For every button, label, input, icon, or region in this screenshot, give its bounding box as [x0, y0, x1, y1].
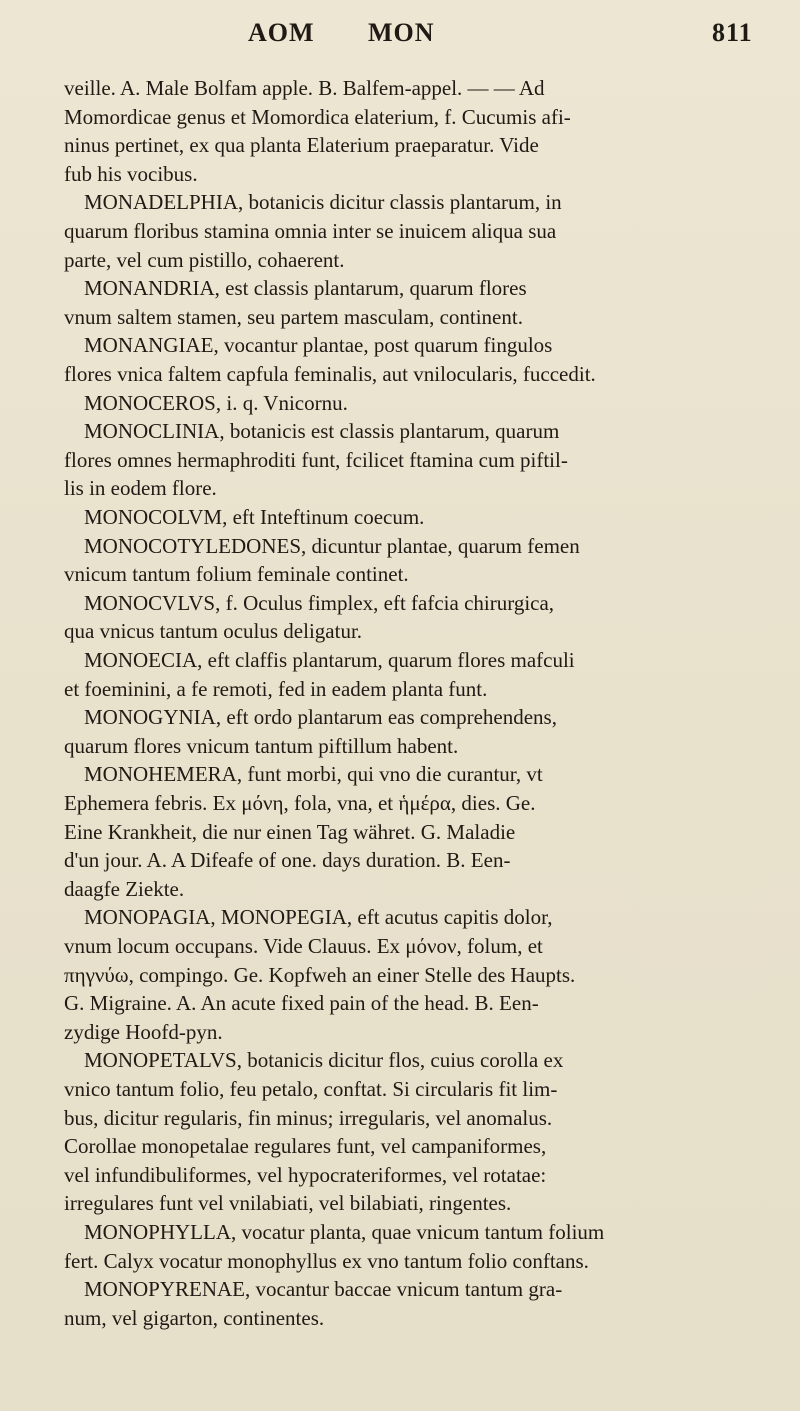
text-line: G. Migraine. A. An acute fixed pain of the head. B. Een- — [64, 991, 539, 1016]
blank-margin — [0, 1330, 800, 1411]
text-line: Ephemera febris. Ex μόνη, fola, vna, et ἡμέρα, dies. Ge. — [64, 791, 536, 815]
dictionary-text — [0, 66, 800, 1330]
text-line: lis in eodem flore. — [64, 476, 217, 501]
text-line: MONOHEMERA, funt morbi, qui vno die curantur, vt — [84, 762, 543, 787]
page-number: 811 — [712, 18, 753, 47]
text-line: MONOGYNIA, eft ordo plantarum eas comprehendens, — [84, 705, 557, 730]
text-line: parte, vel cum pistillo, cohaerent. — [64, 247, 345, 272]
text-line: MONOPAGIA, MONOPEGIA, eft acutus capitis dolor, — [84, 905, 553, 930]
text-line: daagfe Ziekte. — [64, 876, 185, 901]
text-line: MONADELPHIA, botanicis dicitur classis plantarum, in — [84, 190, 562, 215]
text-line: MONOCVLVS, f. Oculus fimplex, eft fafcia chirurgica, — [84, 590, 555, 615]
text-line: d'un jour. A. A Difeafe of one. days duration. B. Een- — [64, 848, 511, 873]
text-line: Eine Krankheit, die nur einen Tag währet. G. Maladie — [64, 819, 516, 844]
text-line: et foeminini, a fe remoti, fed in eadem planta funt. — [64, 676, 488, 701]
text-line: vnum locum occupans. Vide Clauus. Ex μόνον, folum, et — [64, 934, 543, 958]
text-line: vnico tantum folio, feu petalo, conftat. Si circularis fit lim- — [64, 1077, 558, 1101]
text-line: vel infundibuliformes, vel hypocrateriformes, vel rotatae: — [64, 1162, 547, 1187]
text-line: vnum saltem stamen, seu partem masculam, continent. — [64, 304, 523, 329]
text-line: MONOPHYLLA, vocatur planta, quae vnicum tantum folium — [84, 1220, 605, 1244]
text-line: πηγνύω, compingo. Ge. Kopfweh an einer Stelle des Haupts. — [64, 962, 576, 987]
text-line: veille. A. Male Bolfam apple. B. Balfem-appel. — — Ad — [64, 76, 545, 100]
running-head — [0, 18, 800, 58]
text-line: MONANDRIA, est classis plantarum, quarum flores — [84, 276, 527, 301]
text-line: MONOECIA, eft claffis plantarum, quarum flores mafculi — [84, 648, 575, 672]
text-line: MONOCOLVM, eft Inteftinum coecum. — [84, 505, 425, 529]
text-line: irregulares funt vel vnilabiati, vel bilabiati, ringentes. — [64, 1191, 512, 1216]
text-line: num, vel gigarton, continentes. — [64, 1305, 325, 1330]
text-line: MONOCOTYLEDONES, dicuntur plantae, quarum femen — [84, 533, 580, 558]
text-line: Momordicae genus et Momordica elaterium, f. Cucumis afi- — [64, 104, 571, 129]
text-line: quarum floribus stamina omnia inter se inuicem aliqua sua — [64, 219, 557, 243]
text-line: MONOCLINIA, botanicis est classis plantarum, quarum — [84, 419, 560, 444]
text-line: quarum flores vnicum tantum piftillum habent. — [64, 733, 459, 758]
text-line: vnicum tantum folium feminale continet. — [64, 562, 409, 587]
text-line: fert. Calyx vocatur monophyllus ex vno tantum folio conftans. — [64, 1248, 589, 1273]
text-line: MONOCEROS, i. q. Vnicornu. — [84, 390, 348, 415]
running-head-left: AOM — [248, 18, 315, 47]
text-line: MONOPETALVS, botanicis dicitur flos, cuius corolla ex — [84, 1048, 564, 1073]
text-line: Corollae monopetalae regulares funt, vel campaniformes, — [64, 1134, 547, 1159]
text-line: flores vnica faltem capfula feminalis, aut vnilocularis, fuccedit. — [64, 362, 596, 386]
text-line: fub his vocibus. — [64, 161, 198, 186]
text-line: ninus pertinet, ex qua planta Elaterium praeparatur. Vide — [64, 133, 539, 158]
text-line: bus, dicitur regularis, fin minus; irregularis, vel anomalus. — [64, 1105, 553, 1130]
text-line: MONOPYRENAE, vocantur baccae vnicum tantum gra- — [84, 1277, 563, 1302]
text-line: qua vnicus tantum oculus deligatur. — [64, 619, 363, 644]
text-line: zydige Hoofd-pyn. — [64, 1019, 223, 1044]
text-line: flores omnes hermaphroditi funt, fcilicet ftamina cum piftil- — [64, 447, 568, 472]
running-head-center: MON — [368, 18, 435, 47]
text-line: MONANGIAE, vocantur plantae, post quarum fingulos — [84, 333, 553, 358]
